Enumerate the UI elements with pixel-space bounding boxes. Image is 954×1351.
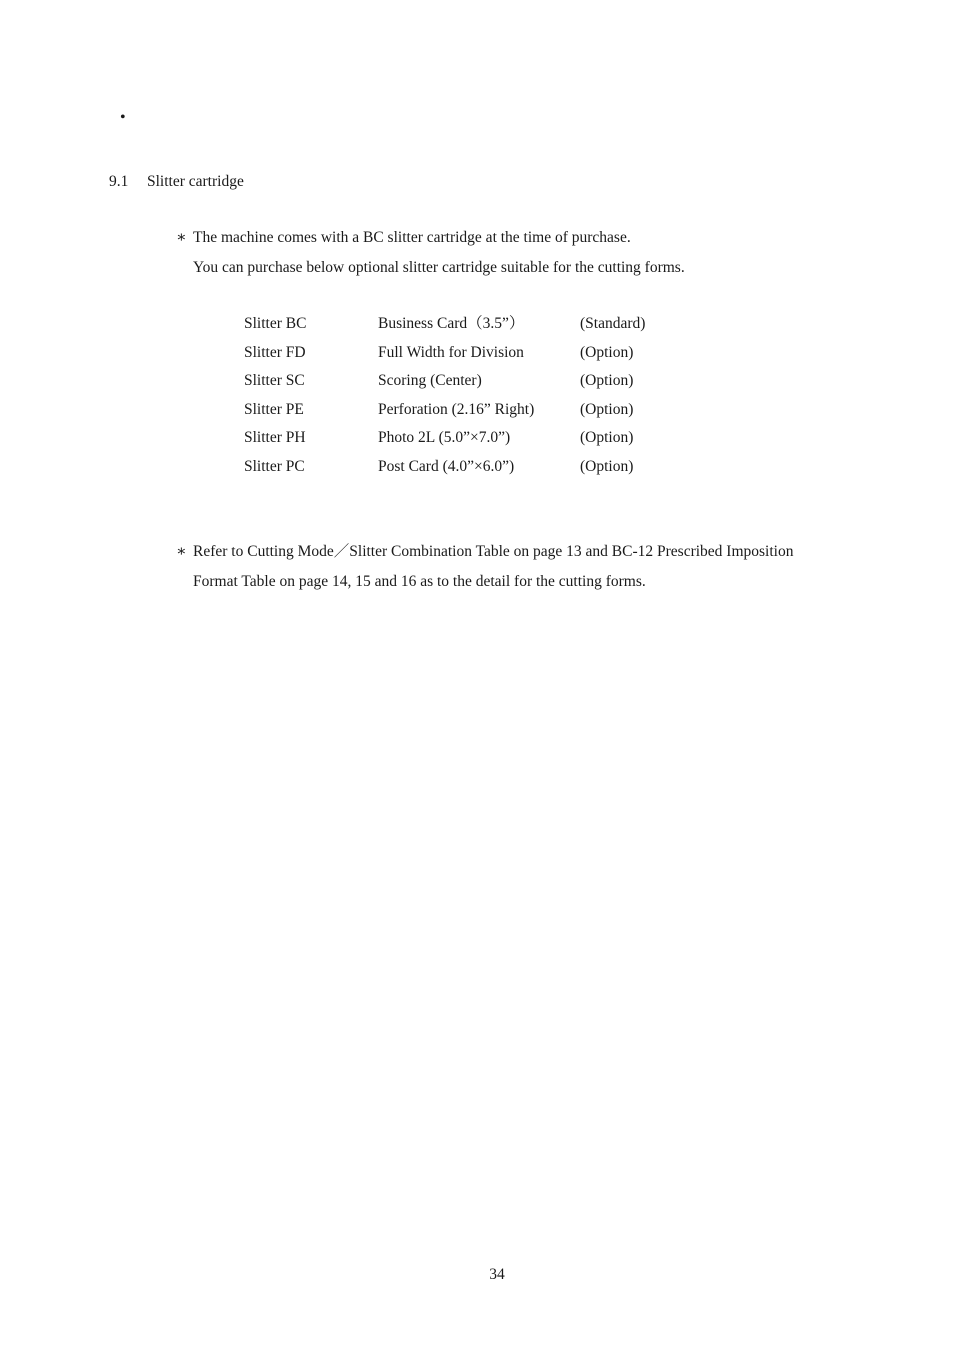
slitter-type: (Option) — [580, 343, 634, 361]
slitter-name: Slitter PE — [244, 400, 304, 418]
slitter-description: Perforation (2.16” Right) — [378, 400, 535, 418]
table-row — [244, 314, 645, 343]
section-number: 9.1 — [109, 173, 129, 190]
asterisk-marker: ∗ — [176, 229, 187, 246]
slitter-description: Scoring (Center) — [378, 372, 482, 390]
slitter-type: (Option) — [580, 429, 634, 447]
note-reference-line-2: Format Table on page 14, 15 and 16 as to the detail for the cutting forms. — [193, 573, 646, 590]
note-purchase-line-2: You can purchase below optional slitter cartridge suitable for the cutting forms. — [193, 259, 685, 276]
slitter-description: Full Width for Division — [378, 343, 524, 361]
table-row — [244, 371, 645, 400]
slitter-type: (Option) — [580, 457, 634, 475]
section-title: Slitter cartridge — [147, 173, 244, 190]
slitter-description: Photo 2L (5.0”×7.0”) — [378, 429, 511, 447]
page-number: 34 — [489, 1266, 505, 1283]
slitter-description: Business Card（3.5”） — [378, 315, 525, 332]
slitter-name: Slitter SC — [244, 372, 305, 390]
table-row — [244, 343, 645, 372]
slitter-type: (Option) — [580, 372, 634, 390]
note-reference — [176, 542, 793, 602]
note-purchase — [176, 228, 685, 288]
table-row — [244, 400, 645, 429]
table-row — [244, 457, 645, 486]
asterisk-marker: ∗ — [176, 543, 187, 560]
slitter-type: (Option) — [580, 400, 634, 418]
slitter-type: (Standard) — [580, 315, 646, 332]
slitter-description: Post Card (4.0”×6.0”) — [378, 457, 515, 475]
section-heading — [109, 172, 244, 192]
slitter-name: Slitter PC — [244, 457, 305, 475]
note-reference-line-1: Refer to Cutting Mode／Slitter Combination Table on page 13 and BC-12 Prescribed Imposition — [193, 543, 794, 560]
table-row — [244, 428, 645, 457]
note-purchase-line-1: The machine comes with a BC slitter cartridge at the time of purchase. — [193, 229, 631, 246]
slitter-name: Slitter PH — [244, 429, 306, 447]
slitter-name: Slitter BC — [244, 315, 307, 332]
slitter-name: Slitter FD — [244, 343, 306, 361]
slitter-table — [244, 314, 645, 486]
bullet-mark: • — [120, 109, 126, 126]
